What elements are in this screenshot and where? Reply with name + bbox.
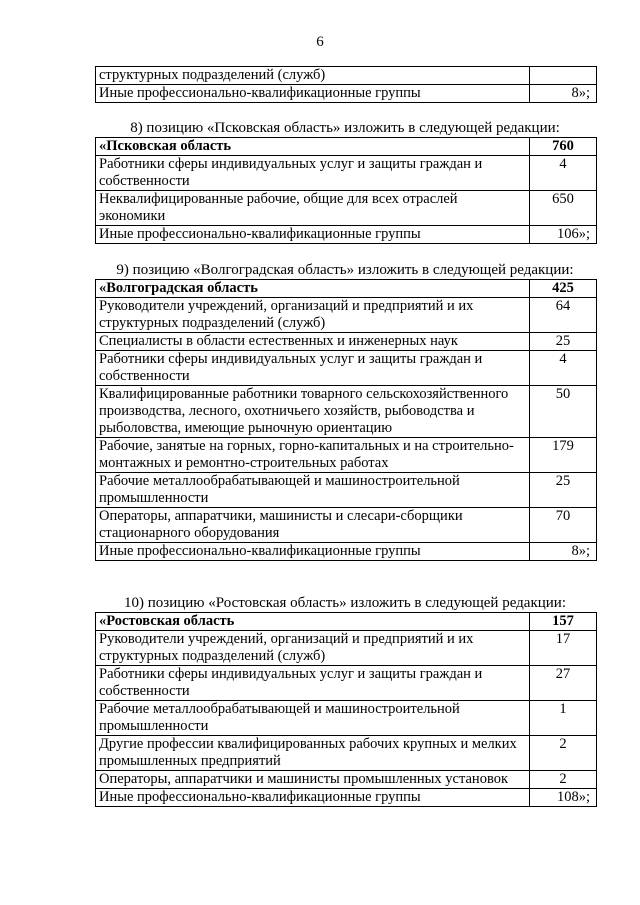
- row-value: [530, 67, 597, 85]
- table-title-row: [96, 280, 597, 298]
- row-name: Рабочие металлообрабатывающей и машиностроительной промышленности: [96, 701, 530, 736]
- section-10-table-block: [95, 612, 595, 807]
- table-row: [96, 226, 597, 244]
- table-row: [96, 666, 597, 701]
- row-value: 106»;: [530, 226, 597, 244]
- table-row: [96, 508, 597, 543]
- row-name: Работники сферы индивидуальных услуг и защиты граждан и собственности: [96, 156, 530, 191]
- table-title-row: [96, 613, 597, 631]
- section-9-table: [95, 279, 597, 561]
- row-value: 2: [530, 736, 597, 771]
- row-value: 650: [530, 191, 597, 226]
- row-name: Работники сферы индивидуальных услуг и защиты граждан и собственности: [96, 666, 530, 701]
- row-name: Другие профессии квалифицированных рабочих крупных и мелких промышленных предприятий: [96, 736, 530, 771]
- region-total: 425: [530, 280, 597, 298]
- row-value: 25: [530, 473, 597, 508]
- top-table: [95, 66, 597, 103]
- row-value: 27: [530, 666, 597, 701]
- row-value: 108»;: [530, 789, 597, 807]
- table-row: [96, 736, 597, 771]
- region-total: 760: [530, 138, 597, 156]
- table-row: [96, 771, 597, 789]
- table-row: [96, 473, 597, 508]
- row-value: 2: [530, 771, 597, 789]
- section-10-heading: 10) позицию «Ростовская область» изложить в следующей редакции:: [124, 595, 566, 611]
- row-value: 1: [530, 701, 597, 736]
- region-total: 157: [530, 613, 597, 631]
- row-name: Руководители учреждений, организаций и предприятий и их структурных подразделений (служб): [96, 631, 530, 666]
- region-title: «Волгоградская область: [96, 280, 530, 298]
- row-name: Руководители учреждений, организаций и предприятий и их структурных подразделений (служб): [96, 298, 530, 333]
- section-8-table: [95, 137, 597, 244]
- section-9-heading: 9) позицию «Волгоградская область» изложить в следующей редакции:: [116, 262, 574, 278]
- table-row: [96, 156, 597, 191]
- row-value: 70: [530, 508, 597, 543]
- row-value: 4: [530, 156, 597, 191]
- table-row: [96, 298, 597, 333]
- table-row: [96, 67, 597, 85]
- row-name: Операторы, аппаратчики и машинисты промышленных установок: [96, 771, 530, 789]
- section-10-table: [95, 612, 597, 807]
- page-number: 6: [316, 34, 324, 50]
- table-row: [96, 351, 597, 386]
- row-name: Неквалифицированные рабочие, общие для всех отраслей экономики: [96, 191, 530, 226]
- row-name: Специалисты в области естественных и инженерных наук: [96, 333, 530, 351]
- row-value: 8»;: [530, 85, 597, 103]
- table-row: [96, 789, 597, 807]
- table-row: [96, 701, 597, 736]
- section-8-table-block: [95, 137, 595, 244]
- row-value: 25: [530, 333, 597, 351]
- row-name: Иные профессионально-квалификационные группы: [96, 85, 530, 103]
- region-title: «Псковская область: [96, 138, 530, 156]
- row-name: Квалифицированные работники товарного сельскохозяйственного производства, лесного, охотничьего хозяйств, рыбоводства и рыболовства, имеющие рыночную ориентацию: [96, 386, 530, 438]
- row-name: Работники сферы индивидуальных услуг и защиты граждан и собственности: [96, 351, 530, 386]
- row-name: Рабочие металлообрабатывающей и машиностроительной промышленности: [96, 473, 530, 508]
- row-name: Иные профессионально-квалификационные группы: [96, 789, 530, 807]
- top-table-block: [95, 66, 595, 103]
- table-row: [96, 543, 597, 561]
- table-row: [96, 438, 597, 473]
- row-name: Иные профессионально-квалификационные группы: [96, 543, 530, 561]
- table-row: [96, 85, 597, 103]
- row-value: 4: [530, 351, 597, 386]
- row-name: Рабочие, занятые на горных, горно-капитальных и на строительно-монтажных и ремонтно-строительных работах: [96, 438, 530, 473]
- row-name: Иные профессионально-квалификационные группы: [96, 226, 530, 244]
- row-name: Операторы, аппаратчики, машинисты и слесари-сборщики стационарного оборудования: [96, 508, 530, 543]
- table-row: [96, 631, 597, 666]
- row-value: 8»;: [530, 543, 597, 561]
- row-value: 64: [530, 298, 597, 333]
- table-title-row: [96, 138, 597, 156]
- row-value: 17: [530, 631, 597, 666]
- row-value: 179: [530, 438, 597, 473]
- table-row: [96, 386, 597, 438]
- table-row: [96, 191, 597, 226]
- section-8-heading: 8) позицию «Псковская область» изложить в следующей редакции:: [130, 120, 560, 136]
- row-value: 50: [530, 386, 597, 438]
- region-title: «Ростовская область: [96, 613, 530, 631]
- row-name: структурных подразделений (служб): [96, 67, 530, 85]
- table-row: [96, 333, 597, 351]
- section-9-table-block: [95, 279, 595, 561]
